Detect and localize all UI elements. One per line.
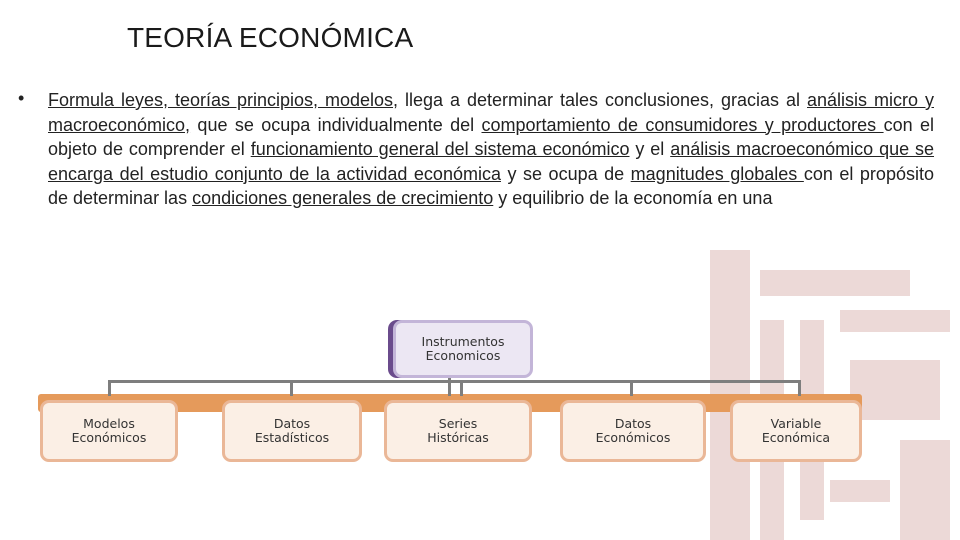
child-node-datos-estadisticos [222, 400, 362, 462]
child-node-variable [730, 400, 862, 462]
underlined-term: condiciones generales de crecimiento [192, 188, 494, 208]
paragraph-text: y equilibrio de la economía en una [493, 188, 773, 208]
branch-drop-2 [290, 380, 293, 396]
paragraph-text: , llega a determinar tales conclusiones, gracias al [393, 90, 808, 110]
child-node-label: Datos Estadísticos [254, 416, 330, 445]
underlined-term: Formula leyes, teorías principios, modelos [48, 90, 394, 110]
underlined-term: funcionamiento general del sistema económico [250, 139, 630, 159]
branch-drop-4 [630, 380, 633, 396]
child-node-label: Variable Económica [761, 416, 831, 445]
branch-drop-3 [460, 380, 463, 396]
branch-drop-1 [108, 380, 111, 396]
paragraph-text: que se ocupa individualmente del [190, 114, 482, 135]
page-title: TEORÍA ECONÓMICA [127, 22, 414, 53]
underlined-term: análisis macroeconómico que se encarga del estudio conjunto de la actividad económica [48, 139, 935, 184]
branch-drop-5 [798, 380, 801, 396]
paragraph-text: con el propósito de determinar las [48, 163, 934, 208]
underlined-term: magnitudes globales [630, 163, 804, 184]
underlined-term: análisis micro y macroeconómico, [48, 90, 934, 135]
underlined-term: comportamiento de consumidores y productores [481, 114, 884, 135]
bullet-icon: • [18, 88, 25, 108]
child-node-series [384, 400, 532, 462]
child-node-label: Modelos Económicos [71, 416, 147, 445]
child-node-label: Datos Económicos [595, 416, 671, 445]
root-node-label: Instrumentos Economicos [421, 334, 505, 363]
paragraph-text: con el objeto de comprender el [48, 114, 934, 159]
root-node [393, 320, 533, 378]
paragraph-text: y se ocupa de [500, 163, 631, 184]
child-node-label: Series Históricas [427, 416, 489, 445]
child-node-modelos [40, 400, 178, 462]
paragraph-text: y el [629, 139, 671, 159]
branch-connector [108, 380, 798, 383]
child-node-datos-economicos [560, 400, 706, 462]
